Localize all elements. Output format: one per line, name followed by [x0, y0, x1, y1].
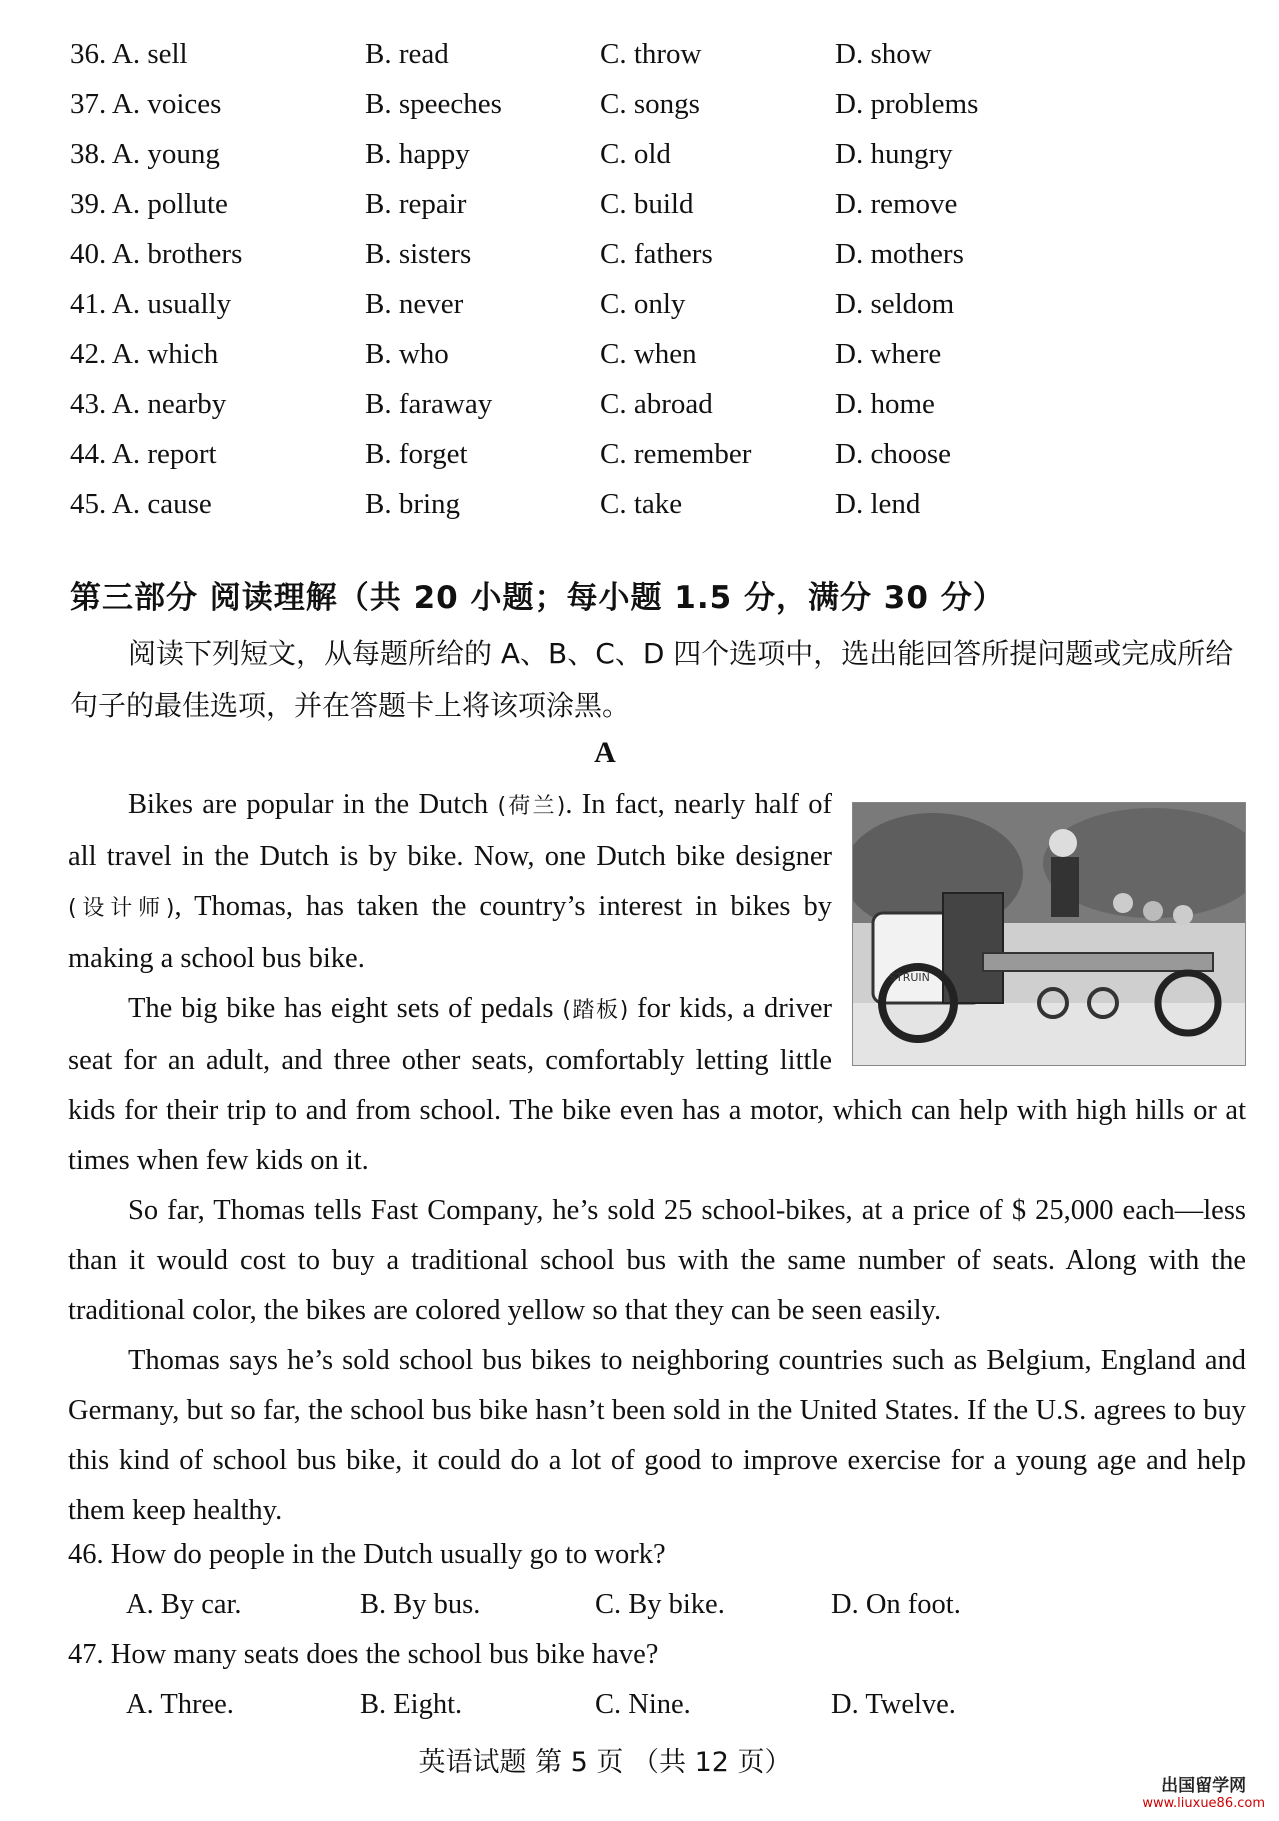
option-c: C. when [600, 338, 697, 370]
option-b: B. speeches [365, 88, 502, 120]
option-c: C. remember [600, 438, 752, 470]
option-d: D. lend [835, 488, 921, 520]
page-footer: 英语试题 第 5 页 （共 12 页） [418, 1747, 792, 1778]
answer-a: A. Three. [126, 1689, 234, 1720]
cloze-options [70, 38, 1220, 538]
option-d: D. show [835, 38, 932, 70]
section-title: 第三部分 阅读理解（共 20 小题；每小题 1.5 分，满分 30 分） [70, 580, 1005, 616]
option-d: D. hungry [835, 138, 953, 170]
cloze-row [70, 338, 1220, 388]
passage-paragraph-2: The big bike has eight sets of pedals (踏板) for kids, a driver seat for an adult, and three other seats, comfortably letting little kids for their trip to and from school. The bike even has a motor, which can help with high hills or at times when few kids on it. [68, 993, 1246, 1176]
question-47: 47. How many seats does the school bus bike have? [68, 1639, 659, 1670]
option-d: D. choose [835, 438, 951, 470]
cloze-row [70, 38, 1220, 88]
option-b: B. read [365, 38, 449, 70]
questions [68, 1530, 1248, 1730]
option-c: C. throw [600, 38, 702, 70]
option-a: 37. A. voices [70, 88, 222, 120]
option-b: B. happy [365, 138, 470, 170]
answer-c: C. By bike. [595, 1589, 725, 1620]
option-a: 38. A. young [70, 138, 220, 170]
option-b: B. who [365, 338, 449, 370]
answer-b: B. By bus. [360, 1589, 481, 1620]
section-instructions: 阅读下列短文，从每题所给的 A、B、C、D 四个选项中，选出能回答所提问题或完成所给句子的最佳选项，并在答题卡上将该项涂黑。 [70, 637, 1234, 722]
cloze-row [70, 138, 1220, 188]
option-c: C. build [600, 188, 694, 220]
option-c: C. old [600, 138, 671, 170]
option-d: D. seldom [835, 288, 955, 320]
question-46-options [68, 1580, 1248, 1630]
option-c: C. fathers [600, 238, 713, 270]
option-b: B. sisters [365, 238, 472, 270]
answer-b: B. Eight. [360, 1689, 463, 1720]
question-47-options [68, 1680, 1248, 1730]
option-a: 36. A. sell [70, 38, 188, 70]
option-c: C. songs [600, 88, 700, 120]
option-a: 41. A. usually [70, 288, 232, 320]
option-c: C. only [600, 288, 686, 320]
option-c: C. abroad [600, 388, 713, 420]
site-watermark [1142, 1777, 1265, 1813]
option-a: 44. A. report [70, 438, 217, 470]
option-b: B. forget [365, 438, 468, 470]
option-b: B. repair [365, 188, 467, 220]
option-a: 42. A. which [70, 338, 219, 370]
watermark-url: www.liuxue86.com [1142, 1796, 1265, 1811]
option-b: B. never [365, 288, 464, 320]
option-d: D. where [835, 338, 942, 370]
passage-paragraph-4: Thomas says he’s sold school bus bikes to neighboring countries such as Belgium, England and Germany, but so far, the school bus bike hasn’t been sold in the United States. If the U.S. agrees to buy this kind of school bus bike, it could do a lot of good to improve exercise for a young age and help them keep healthy. [68, 1345, 1246, 1526]
cloze-row [70, 238, 1220, 288]
watermark-title: 出国留学网 [1161, 1776, 1247, 1796]
school-bus-bike-photo [852, 802, 1246, 1066]
cloze-row [70, 488, 1220, 538]
option-b: B. bring [365, 488, 461, 520]
bike-photo-illustration [853, 803, 1245, 1065]
cloze-row [70, 188, 1220, 238]
option-c: C. take [600, 488, 683, 520]
cloze-row [70, 88, 1220, 138]
passage-paragraph-3: So far, Thomas tells Fast Company, he’s sold 25 school-bikes, at a price of $ 25,000 each—less than it would cost to buy a traditional school bus with the same number of seats. Along with the traditional color, the bikes are colored yellow so that they can be seen easily. [68, 1195, 1246, 1326]
answer-c: C. Nine. [595, 1689, 691, 1720]
passage-paragraph-1: Bikes are popular in the Dutch (荷兰). In fact, nearly half of all travel in the Dutch is by bike. Now, one Dutch bike designer (设计师), Thomas, has taken the country’s interest in bikes by making a school bus bike. [68, 789, 832, 974]
answer-a: A. By car. [126, 1589, 242, 1620]
cloze-row [70, 388, 1220, 438]
answer-d: D. Twelve. [831, 1689, 956, 1720]
option-a: 40. A. brothers [70, 238, 243, 270]
reading-passage [68, 780, 1246, 1536]
option-a: 43. A. nearby [70, 388, 227, 420]
question-46: 46. How do people in the Dutch usually go to work? [68, 1539, 666, 1570]
option-b: B. faraway [365, 388, 493, 420]
option-a: 39. A. pollute [70, 188, 228, 220]
option-d: D. mothers [835, 238, 964, 270]
answer-d: D. On foot. [831, 1589, 961, 1620]
cloze-row [70, 288, 1220, 338]
option-d: D. remove [835, 188, 958, 220]
photo-label: STRUIN [889, 971, 930, 984]
cloze-row [70, 438, 1220, 488]
option-d: D. home [835, 388, 935, 420]
option-a: 45. A. cause [70, 488, 212, 520]
option-d: D. problems [835, 88, 979, 120]
passage-letter: A [594, 736, 616, 769]
